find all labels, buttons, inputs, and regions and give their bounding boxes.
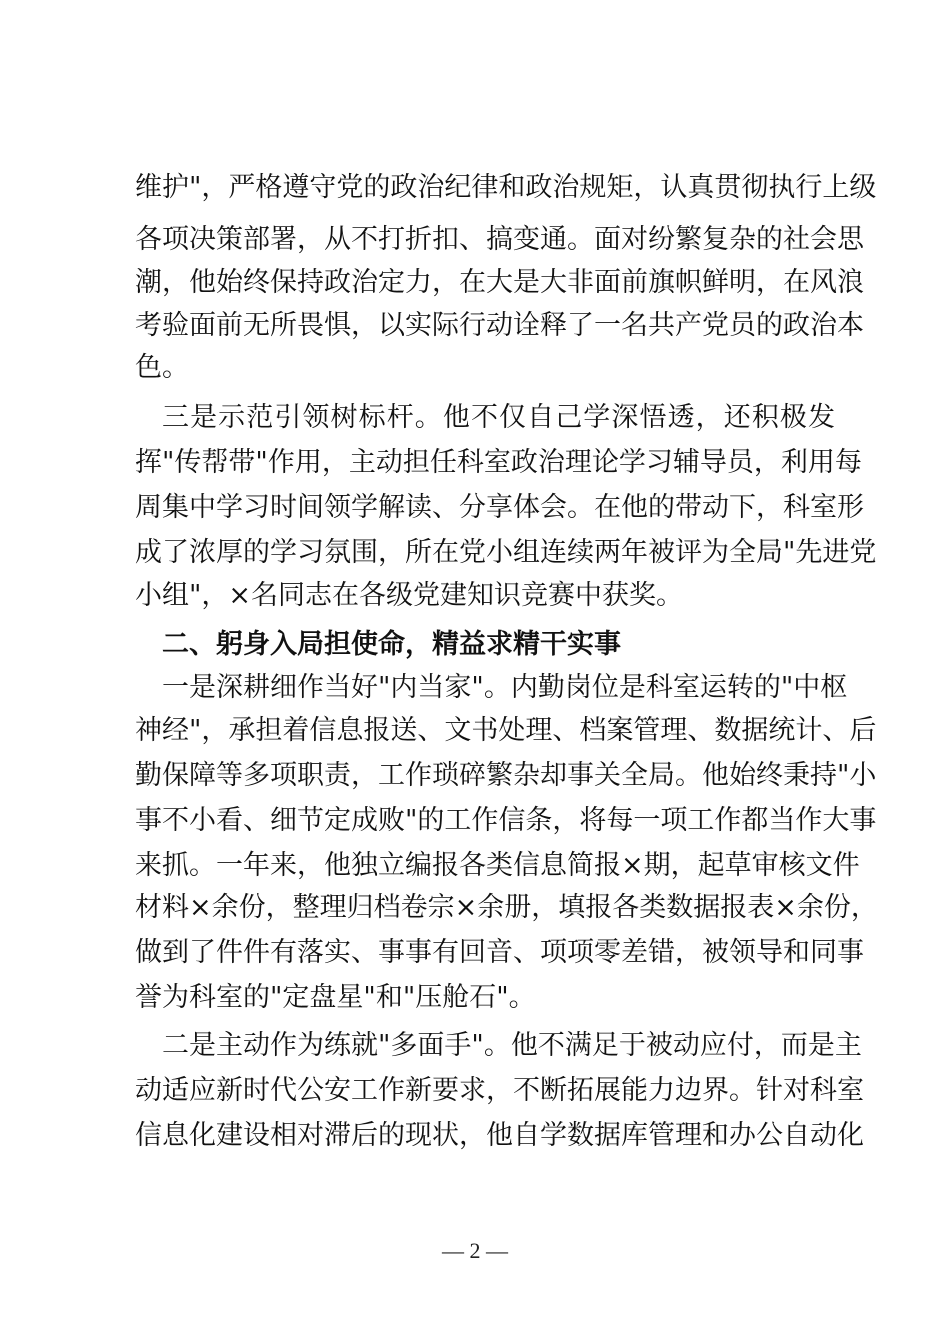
body-text-line: 周集中学习时间领学解读、分享体会。在他的带动下，科室形 — [135, 492, 864, 523]
body-text-line: 维护"，严格遵守党的政治纪律和政治规矩，认真贯彻执行上级 — [135, 172, 877, 203]
body-text-line: 来抓。一年来，他独立编报各类信息简报×期，起草审核文件 — [135, 850, 860, 881]
paragraph-first-line: 三是示范引领树标杆。他不仅自己学深悟透，还积极发 — [162, 402, 835, 433]
body-text-line: 色。 — [135, 352, 189, 383]
paragraph-first-line: 二是主动作为练就"多面手"。他不满足于被动应付，而是主 — [162, 1030, 862, 1061]
section-heading: 二、躬身入局担使命，精益求精干实事 — [162, 629, 621, 660]
body-text-line: 勤保障等多项职责，工作琐碎繁杂却事关全局。他始终秉持"小 — [135, 760, 877, 791]
body-text-line: 动适应新时代公安工作新要求，不断拓展能力边界。针对科室 — [135, 1075, 864, 1106]
body-text-line: 各项决策部署，从不打折扣、搞变通。面对纷繁复杂的社会思 — [135, 224, 864, 255]
body-text-line: 神经"，承担着信息报送、文书处理、档案管理、数据统计、后 — [135, 715, 877, 746]
body-text-line: 事不小看、细节定成败"的工作信条，将每一项工作都当作大事 — [135, 805, 877, 836]
body-text-line: 考验面前无所畏惧，以实际行动诠释了一名共产党员的政治本 — [135, 310, 864, 341]
body-text-line: 挥"传帮带"作用，主动担任科室政治理论学习辅导员，利用每 — [135, 447, 862, 478]
body-text-line: 信息化建设相对滞后的现状，他自学数据库管理和办公自动化 — [135, 1120, 864, 1151]
page-number: — 2 — — [442, 1238, 508, 1263]
body-text-line: 材料×余份，整理归档卷宗×余册，填报各类数据报表×余份， — [135, 892, 878, 923]
body-text-line: 誉为科室的"定盘星"和"压舱石"。 — [135, 982, 536, 1013]
body-text-line: 小组"，×名同志在各级党建知识竞赛中获奖。 — [135, 580, 684, 611]
body-text-line: 成了浓厚的学习氛围，所在党小组连续两年被评为全局"先进党 — [135, 537, 877, 568]
body-text-line: 做到了件件有落实、事事有回音、项项零差错，被领导和同事 — [135, 937, 864, 968]
body-text-line: 潮，他始终保持政治定力，在大是大非面前旗帜鲜明，在风浪 — [135, 267, 864, 298]
paragraph-first-line: 一是深耕细作当好"内当家"。内勤岗位是科室运转的"中枢 — [162, 672, 848, 703]
